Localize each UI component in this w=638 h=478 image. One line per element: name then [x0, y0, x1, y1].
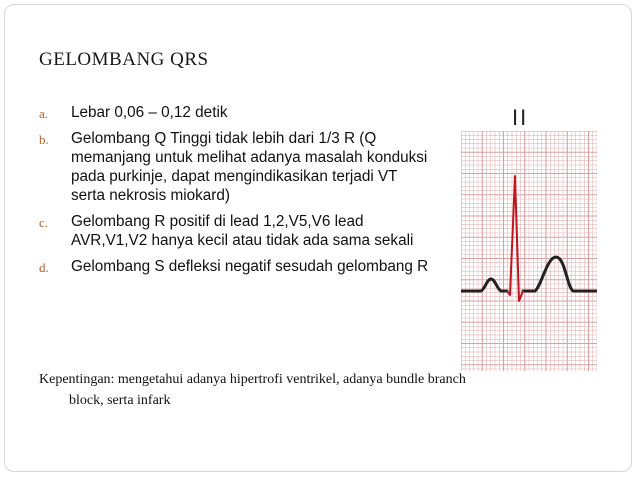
- list-item: [39, 129, 429, 205]
- ecg-strip-svg: [461, 131, 597, 371]
- qrs-criteria-list: [39, 103, 429, 283]
- list-item-text: Lebar 0,06 – 0,12 detik: [71, 104, 228, 121]
- list-marker: d.: [39, 260, 49, 275]
- list-item-text: Gelombang R positif di lead 1,2,V5,V6 lead AVR,V1,V2 hanya kecil atau tidak ada sama sekali: [71, 213, 414, 249]
- list-marker: b.: [39, 132, 49, 147]
- ecg-lead-label: II: [512, 105, 529, 130]
- importance-note: Kepentingan: mengetahui adanya hipertrofi ventrikel, adanya bundle branch block, serta infark: [39, 372, 466, 408]
- list-item: [39, 257, 429, 276]
- list-item: [39, 103, 429, 122]
- list-marker: a.: [39, 106, 49, 121]
- ecg-strip: [461, 131, 597, 371]
- slide-title: GELOMBANG QRS: [39, 49, 209, 70]
- list-item-text: Gelombang S defleksi negatif sesudah gelombang R: [71, 258, 429, 275]
- slide: [4, 4, 632, 472]
- list-item-text: Gelombang Q Tinggi tidak lebih dari 1/3 R (Q memanjang untuk melihat adanya masalah konduksi pada purkinje, dapat mengindikasikan terjadi VT serta nekrosis miokard): [71, 130, 428, 204]
- list-item: [39, 212, 429, 250]
- list-marker: c.: [39, 215, 49, 230]
- ecg-grid: [461, 131, 597, 371]
